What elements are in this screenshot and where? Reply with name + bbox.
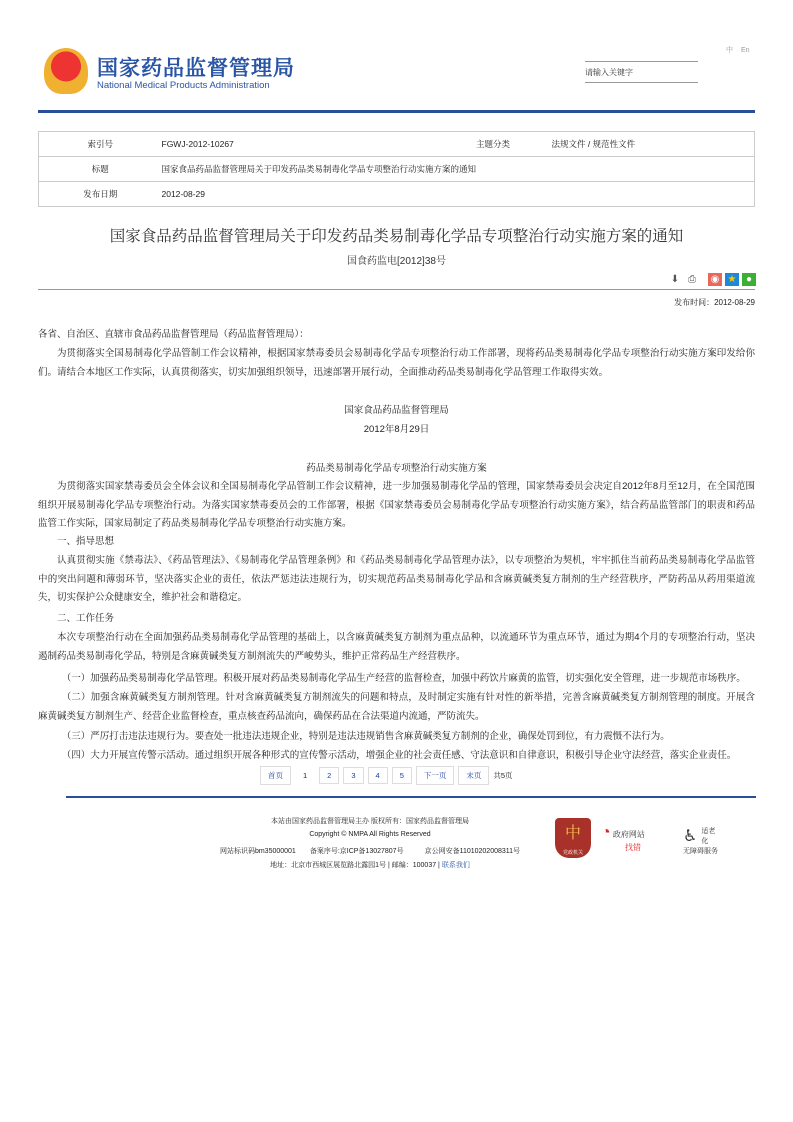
- header-divider: [38, 110, 755, 113]
- publish-time: 发布时间：2012-08-29: [674, 298, 755, 307]
- page-first[interactable]: 首页: [260, 766, 291, 785]
- accessibility-service[interactable]: [683, 826, 718, 856]
- table-row: [39, 182, 755, 207]
- task-item: （一）加强药品类易制毒化学品管理。积极开展对药品类易制毒化学品生产经营的监督检查，加强中药饮片麻黄的监管，切实强化安全管理，进一步规范市场秩序。: [61, 673, 746, 684]
- badge-text: 党政机关: [562, 850, 583, 856]
- page-next[interactable]: 下一页: [416, 766, 455, 785]
- gov-site-error-report[interactable]: [601, 824, 645, 853]
- badge-top-text: 适老化: [701, 828, 716, 845]
- topic-label: 主题分类: [435, 132, 552, 157]
- pagination: [260, 766, 513, 785]
- download-icon[interactable]: ⬇: [670, 274, 680, 285]
- page-2[interactable]: 2: [319, 767, 339, 784]
- address-text: 地址：北京市西城区展览路北露园1号 | 邮编：100037 |: [270, 862, 440, 869]
- title-value: 国家食品药品监督管理局关于印发药品类易制毒化学品专项整治行动实施方案的通知: [162, 157, 755, 182]
- print-icon[interactable]: ⎙: [688, 274, 696, 285]
- paragraph: 为贯彻落实全国易制毒化学品管制工作会议精神，根据国家禁毒委员会易制毒化学品专项整治行动工作部署，现将药品类易制毒化学品专项整治行动实施方案印发给你们。请结合本地区工作实际，认真贯彻落实，切实加强组织领导，迅速部署开展行动，全面推动药品类易制毒化学品管理工作取得实效。: [38, 348, 755, 378]
- task-item: （三）严厉打击违法违规行为。要查处一批违法违规企业，特别是违法违规销售含麻黄碱类复方制剂的企业，确保处罚到位，有力震慑不法行为。: [61, 731, 670, 742]
- wechat-icon[interactable]: ●: [742, 273, 756, 286]
- date-label: 发布日期: [39, 182, 162, 207]
- page-3[interactable]: 3: [343, 767, 363, 784]
- topic-value: 法规文件 / 规范性文件: [552, 132, 755, 157]
- qzone-icon[interactable]: ★: [725, 273, 739, 286]
- contact-link[interactable]: 联系我们: [441, 862, 470, 869]
- paragraph: 为贯彻落实国家禁毒委员会全体会议和全国易制毒化学品管制工作会议精神，进一步加强易制毒化学品的管理，国家禁毒委员会决定自2012年8月至12月，在全国范围组织开展易制毒化学品专项整治行动。为落实国家禁毒委员会的工作部署，根据《国家禁毒委员会易制毒化学品专项整治行动实施方案》，结合药品监管部门的职责和药品监管工作实际，国家局制定了药品类易制毒化学品专项整治行动实施方案。: [38, 481, 755, 529]
- page-4[interactable]: 4: [368, 767, 388, 784]
- section-heading: 二、工作任务: [57, 613, 115, 624]
- index-label: 索引号: [39, 132, 162, 157]
- document-number: 国食药监电[2012]38号: [347, 256, 446, 267]
- lang-zh[interactable]: 中: [726, 47, 733, 54]
- title-divider: [38, 289, 755, 290]
- share-toolbar: [668, 273, 756, 286]
- task-item: （四）大力开展宣传警示活动。通过组织开展各种形式的宣传警示活动，增强企业的社会责任感、守法意识和自律意识，积极引导企业守法经营，落实企业责任。: [61, 750, 737, 761]
- footer-registration: 网站标识码bm35000001 备案序号:京ICP备13027807号 京公网安备11010202008311号: [219, 848, 521, 855]
- date-value: 2012-08-29: [162, 182, 755, 207]
- wheelchair-icon: ♿: [683, 828, 698, 845]
- site-name[interactable]: 国家药品监督管理局: [97, 57, 295, 80]
- task-item: （二）加强含麻黄碱类复方制剂管理。针对含麻黄碱类复方制剂流失的问题和特点，及时制定实施有针对性的新举措，完善含麻黄碱类复方制剂管理的制度。开展含麻黄碱类复方制剂生产、经营企业监督检查，重点核查药品流向，确保药品在合法渠道内流通，严防流失。: [38, 692, 755, 722]
- site-name-en: National Medical Products Administration: [97, 80, 270, 91]
- weibo-icon[interactable]: ◉: [708, 273, 722, 286]
- page-1: 1: [303, 771, 308, 780]
- signer: 国家食品药品监督管理局: [344, 405, 449, 416]
- search-input[interactable]: 请输入关键字: [585, 61, 698, 83]
- page-last[interactable]: 末页: [458, 766, 489, 785]
- section-heading: 一、指导思想: [57, 536, 115, 547]
- footer-address: [210, 860, 530, 870]
- page-total: 共5页: [493, 771, 513, 780]
- document-title: 国家食品药品监督管理局关于印发药品类易制毒化学品专项整治行动实施方案的通知: [109, 228, 684, 245]
- index-value: FGWJ-2012-10267: [162, 132, 435, 157]
- document-meta-table: [38, 131, 755, 207]
- sign-date: 2012年8月29日: [363, 424, 430, 435]
- badge-bottom-text: 找错: [625, 843, 641, 852]
- badge-top-text: 政府网站: [612, 830, 645, 839]
- table-row: [39, 157, 755, 182]
- language-switch[interactable]: [726, 45, 750, 55]
- party-government-badge[interactable]: 中 党政机关: [555, 818, 591, 858]
- paragraph: 本次专项整治行动在全面加强药品类易制毒化学品管理的基础上，以含麻黄碱类复方制剂为重点品种，以流通环节为重点环节，通过为期4个月的专项整治行动，坚决遏制药品类易制毒化学品，特别是含麻黄碱类复方制剂流失的严峻势头，维护正常药品生产经营秩序。: [38, 632, 755, 662]
- footer-divider: [66, 796, 756, 798]
- lang-en[interactable]: En: [740, 47, 750, 54]
- badge-bottom-text: 无障碍服务: [683, 848, 718, 855]
- footer-sponsor: 本站由国家药品监督管理局主办 版权所有：国家药品监督管理局: [271, 818, 469, 825]
- plan-title: 药品类易制毒化学品专项整治行动实施方案: [306, 463, 487, 474]
- magnifier-icon: ◔: [601, 824, 611, 841]
- footer-copyright: Copyright © NMPA All Rights Reserved: [309, 831, 431, 838]
- title-label: 标题: [39, 157, 162, 182]
- paragraph: 认真贯彻实施《禁毒法》、《药品管理法》、《易制毒化学品管理条例》和《药品类易制毒化学品管理办法》，以专项整治为契机，牢牢抓住当前药品类易制毒化学品监管中的突出问题和薄弱环节，坚决落实企业的责任，依法严惩违法违规行为，切实规范药品类易制毒化学品和含麻黄碱类复方制剂的生产经营秩序，严防药品从药用渠道流失，切实保护公众健康安全，维护社会和谐稳定。: [38, 555, 755, 603]
- page-5[interactable]: 5: [392, 767, 412, 784]
- salutation: 各省、自治区、直辖市食品药品监督管理局（药品监督管理局）：: [38, 329, 309, 340]
- national-emblem-logo: [44, 48, 88, 94]
- table-row: [39, 132, 755, 157]
